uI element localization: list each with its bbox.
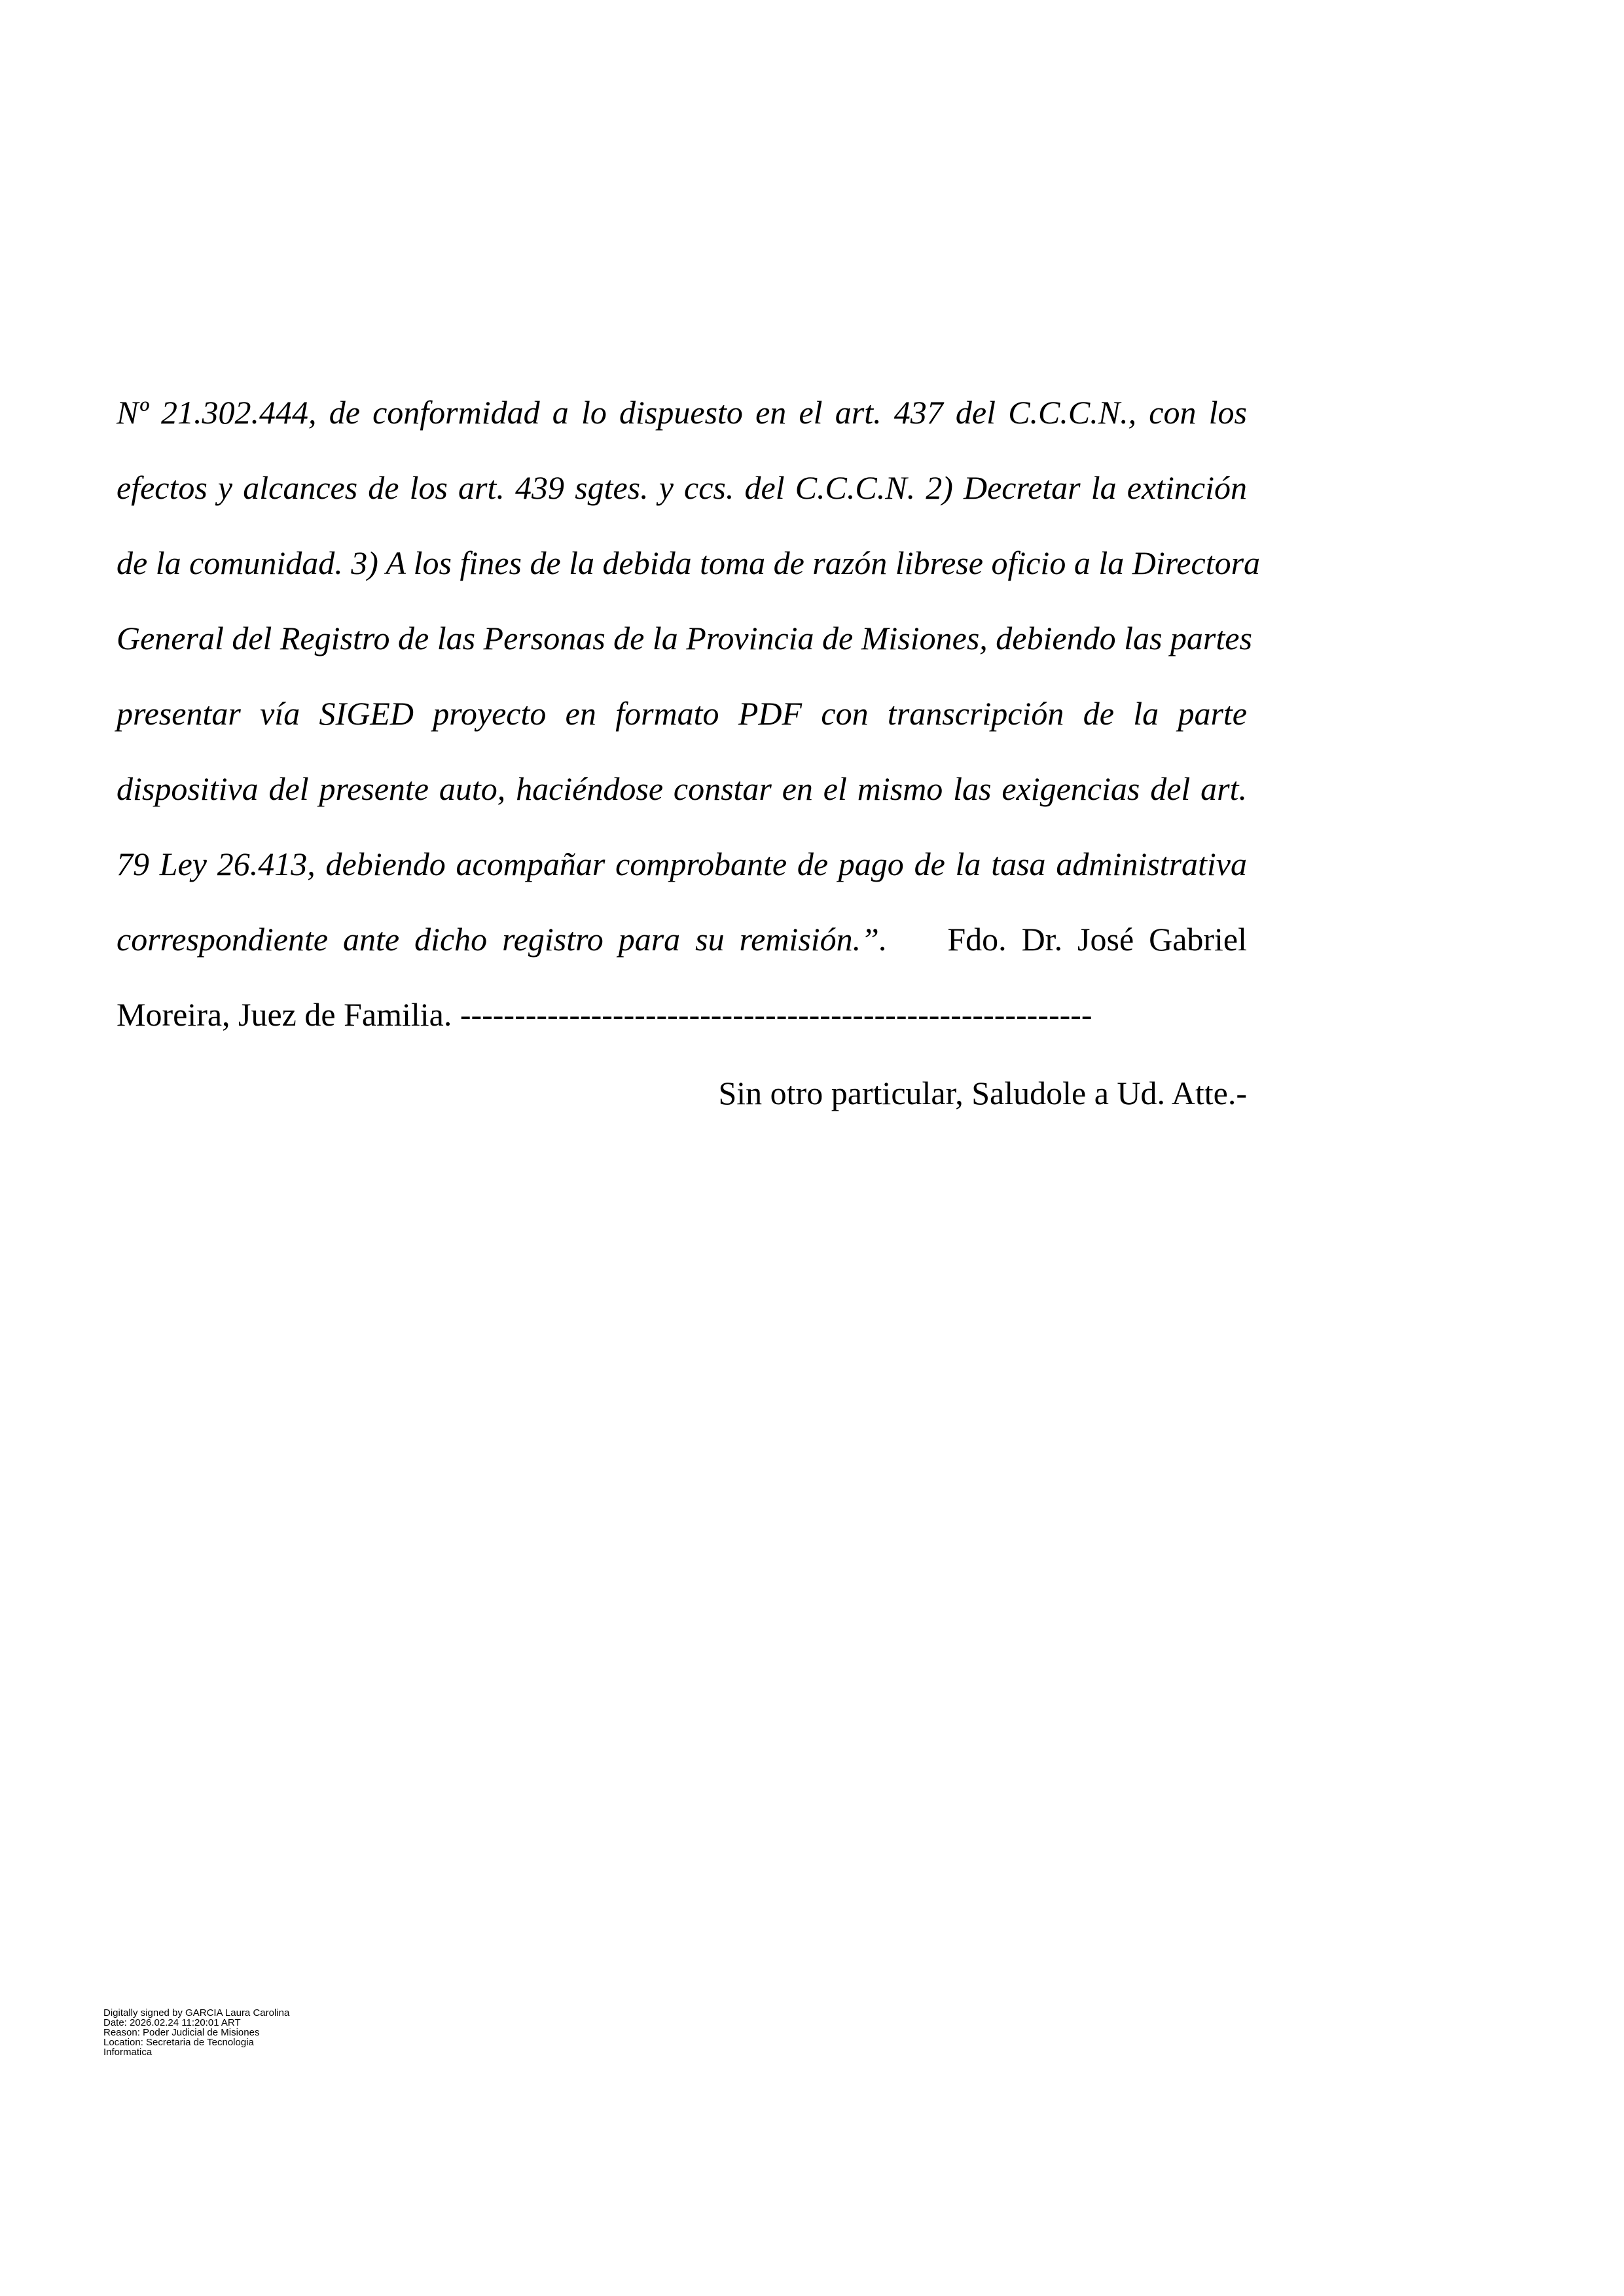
signature-date: Date: 2026.02.24 11:20:01 ART — [103, 2017, 241, 2028]
closing-salutation: Sin otro particular, Saludole a Ud. Atte.- — [718, 1075, 1247, 1111]
signature-location-cont: Informatica — [103, 2047, 153, 2058]
body-line: 79 Ley 26.413, debiendo acompañar comprobante de pago de la tasa administrativa — [117, 846, 1247, 882]
signature-signer: Digitally signed by GARCIA Laura Carolina — [103, 2007, 290, 2018]
quoted-text-end: correspondiente ante dicho registro para su remisión.”. — [117, 921, 888, 958]
body-line: efectos y alcances de los art. 439 sgtes. y ccs. del C.C.C.N. 2) Decretar la extinción — [117, 469, 1247, 506]
document-body — [117, 375, 1261, 1052]
signature-location: Location: Secretaria de Tecnologia — [103, 2037, 254, 2048]
body-line-judge: Moreira, Juez de Familia. ---------------------------------------------------------- — [117, 996, 1092, 1033]
body-line: General del Registro de las Personas de la Provincia de Misiones, debiendo las partes — [117, 620, 1252, 656]
body-line: presentar vía SIGED proyecto en formato PDF con transcripción de la parte — [117, 695, 1247, 732]
body-line-signer — [117, 902, 1247, 977]
body-line: dispositiva del presente auto, haciéndose constar en el mismo las exigencias del art. — [117, 770, 1247, 807]
body-line: Nº 21.302.444, de conformidad a lo dispuesto en el art. 437 del C.C.C.N., con los — [117, 394, 1247, 431]
body-line: de la comunidad. 3) A los fines de la debida toma de razón librese oficio a la Directora — [117, 545, 1261, 581]
digital-signature-block — [103, 2008, 496, 2057]
signature-reason: Reason: Poder Judicial de Misiones — [103, 2027, 260, 2038]
signer-name: Fdo. Dr. José Gabriel — [947, 921, 1248, 958]
